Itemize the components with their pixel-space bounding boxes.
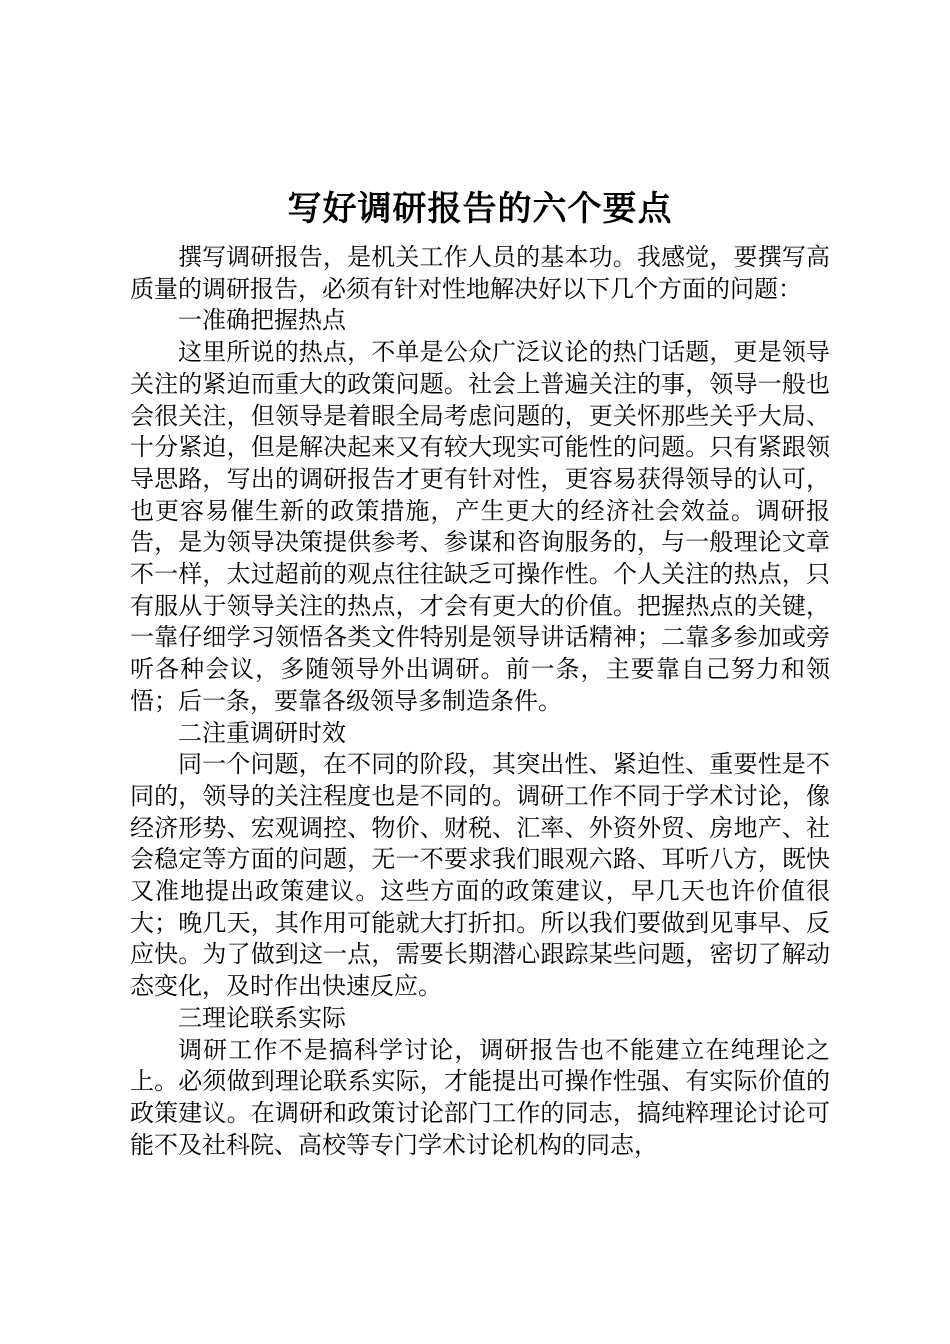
section-body-2: 同一个问题，在不同的阶段，其突出性、紧迫性、重要性是不同的，领导的关注程度也是不同的。调研工作不同于学术讨论，像经济形势、宏观调控、物价、财税、汇率、外资外贸、房地产、社会稳定等方面的问题，无一不要求我们眼观六路、耳听八方，既快又准地提出政策建议。这些方面的政策建议，早几天也许价值很大；晚几天，其作用可能就大打折扣。所以我们要做到见事早、反应快。为了做到这一点，需要长期潜心跟踪某些问题，密切了解动态变化，及时作出快速反应。 [130, 750, 830, 1001]
intro-paragraph: 撰写调研报告，是机关工作人员的基本功。我感觉，要撰写高质量的调研报告，必须有针对性地解决好以下几个方面的问题： [130, 243, 830, 303]
section-body-3: 调研工作不是搞科学讨论，调研报告也不能建立在纯理论之上。必须做到理论联系实际，才能提出可操作性强、有实际价值的政策建议。在调研和政策讨论部门工作的同志，搞纯粹理论讨论可能不及社科院、高校等专门学术讨论机构的同志， [130, 1035, 830, 1159]
section-heading-2: 二注重调研时效 [178, 718, 346, 747]
document-title: 写好调研报告的六个要点 [287, 189, 673, 229]
section-body-1: 这里所说的热点，不单是公众广泛议论的热门话题，更是领导关注的紧迫而重大的政策问题。社会上普遍关注的事，领导一般也会很关注，但领导是着眼全局考虑问题的，更关怀那些关乎大局、十分紧迫，但是解决起来又有较大现实可能性的问题。只有紧跟领导思路，写出的调研报告才更有针对性，更容易获得领导的认可，也更容易催生新的政策措施，产生更大的经济社会效益。调研报告，是为领导决策提供参考、参谋和咨询服务的，与一般理论文章不一样，太过超前的观点往往缺乏可操作性。个人关注的热点，只有服从于领导关注的热点，才会有更大的价值。把握热点的关键，一靠仔细学习领悟各类文件特别是领导讲话精神；二靠多参加或旁听各种会议，多随领导外出调研。前一条，主要靠自己努力和领悟；后一条，要靠各级领导多制造条件。 [130, 338, 830, 715]
section-heading-3: 三理论联系实际 [178, 1003, 346, 1032]
section-heading-1: 一准确把握热点 [178, 306, 346, 335]
document-page [130, 185, 830, 1161]
